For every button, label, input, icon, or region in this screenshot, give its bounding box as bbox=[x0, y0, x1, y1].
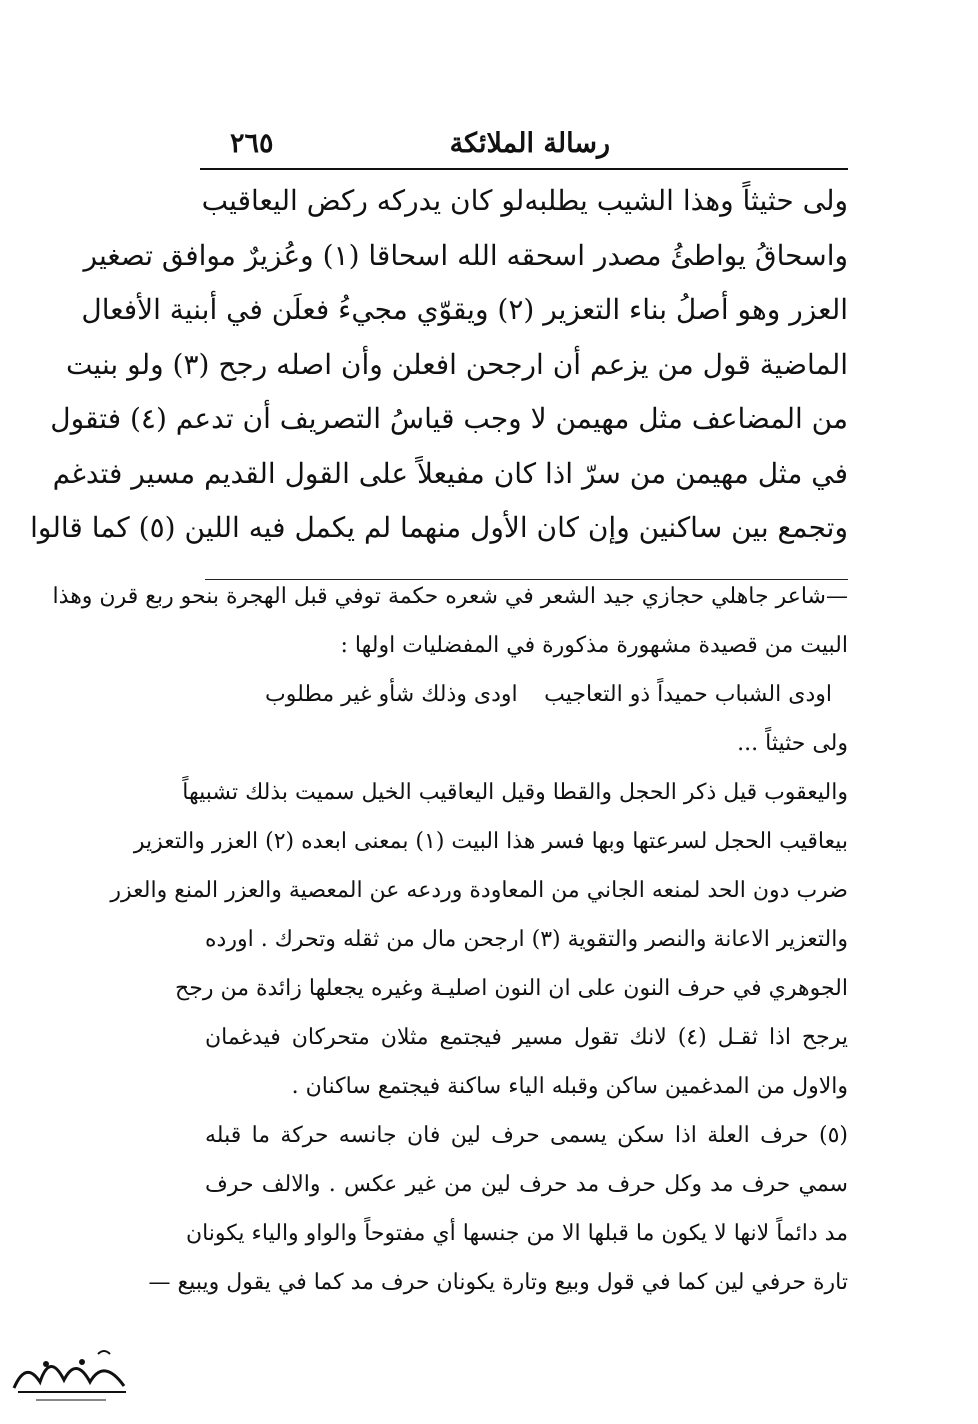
footnote-verse-first: اودى الشباب حميداً ذو التعاجيب bbox=[544, 682, 832, 707]
text-line: الماضية قول من يزعم أن ارجحن افعلن وأن اصله رجح (٣) ولو بنيت bbox=[66, 347, 848, 381]
footnote-line: يرجح اذا ثقـل (٤) لانك تقول مسير فيجتمع مثلان متحركان فيدغمان bbox=[205, 1025, 848, 1050]
footnote-line: الجوهري في حرف النون على ان النون اصليـة وغيره يجعلها زائدة من رجح bbox=[175, 976, 848, 1001]
verse bbox=[201, 174, 848, 229]
footnote-line: تارة حرفي لين كما في قول وبيع وتارة يكونان حرف مد كما في يقول ويبيع — bbox=[148, 1270, 848, 1295]
footnote-line: —شاعر جاهلي حجازي جيد الشعر في شعره حكمة توفي قبل الهجرة بنحو ربع قرن وهذا bbox=[52, 584, 848, 609]
text-line: واسحاقُ يواطئُ مصدر اسحقه الله اسحاقا (١) وعُزيرٌ موافق تصغير bbox=[83, 238, 848, 272]
text-line: من المضاعف مثل مهيمن لا وجب قياسُ التصريف أن تدعم (٤) فتقول bbox=[50, 402, 848, 435]
library-stamp-logo bbox=[6, 1342, 134, 1408]
footnotes bbox=[52, 572, 848, 1307]
footnote-line: والاول من المدغمين ساكن وقبله الياء ساكنة فيجتمع ساكنان . bbox=[291, 1074, 848, 1099]
footnote-line: بيعاقيب الحجل لسرعتها وبها فسر هذا البيت (١) بمعنى ابعده (٢) العزر والتعزير bbox=[133, 829, 848, 854]
text-line: في مثل مهيمن من سرّ اذا كان مفيعلاً على القول القديم مسير فتدغم bbox=[52, 456, 848, 490]
verse-second-hemistich: لو كان يدركه ركض اليعاقيب bbox=[201, 184, 525, 217]
footnote-line: ضرب دون الحد لمنعه الجاني من المعاودة وردعه عن المعصية والعزر المنع والعزر bbox=[110, 878, 848, 903]
footnote-line: مد دائماً لانها لا يكون ما قبلها الا من جنسها أي مفتوحاً والواو والياء يكونان bbox=[185, 1221, 848, 1246]
text-line: العزر وهو أصلُ بناء التعزير (٢) ويقوّي مجيءُ فعلَن في أبنية الأفعال bbox=[81, 293, 848, 326]
page-number: ٢٦٥ bbox=[230, 128, 274, 159]
header-rule bbox=[200, 168, 848, 170]
footnote-verse bbox=[205, 670, 848, 719]
verse-first-hemistich: ولى حثيثاً وهذا الشيب يطلبه bbox=[524, 184, 848, 217]
text-line: وتجمع بين ساكنين وإن كان الأول منهما لم يكمل فيه اللين (٥) كما قالوا bbox=[30, 511, 848, 544]
running-title: رسالة الملائكة bbox=[449, 128, 610, 159]
footnote-line: (٥) حرف العلة اذا سكن يسمى حرف لين فان جانسه حركة ما قبله bbox=[205, 1123, 848, 1148]
footnote-verse-second: اودى وذلك شأو غير مطلوب bbox=[265, 682, 518, 707]
footnote-line: والتعزير الاعانة والنصر والتقوية (٣) ارجحن مال من ثقله وتحرك . اورده bbox=[205, 927, 848, 952]
footnote-separator bbox=[205, 579, 848, 580]
footnote-line: البيت من قصيدة مشهورة مذكورة في المفضليات اولها : bbox=[340, 633, 848, 658]
footnote-line: واليعقوب قيل ذكر الحجل والقطا وقيل اليعاقيب الخيل سميت بذلك تشبيهاً bbox=[182, 780, 848, 805]
footnote-verse-continuation: ولى حثيثاً ... bbox=[737, 731, 848, 756]
main-text bbox=[30, 174, 848, 556]
footnote-line: سمي حرف مد وكل حرف مد حرف لين من غير عكس . والالف حرف bbox=[205, 1172, 848, 1197]
page-header bbox=[200, 128, 845, 170]
